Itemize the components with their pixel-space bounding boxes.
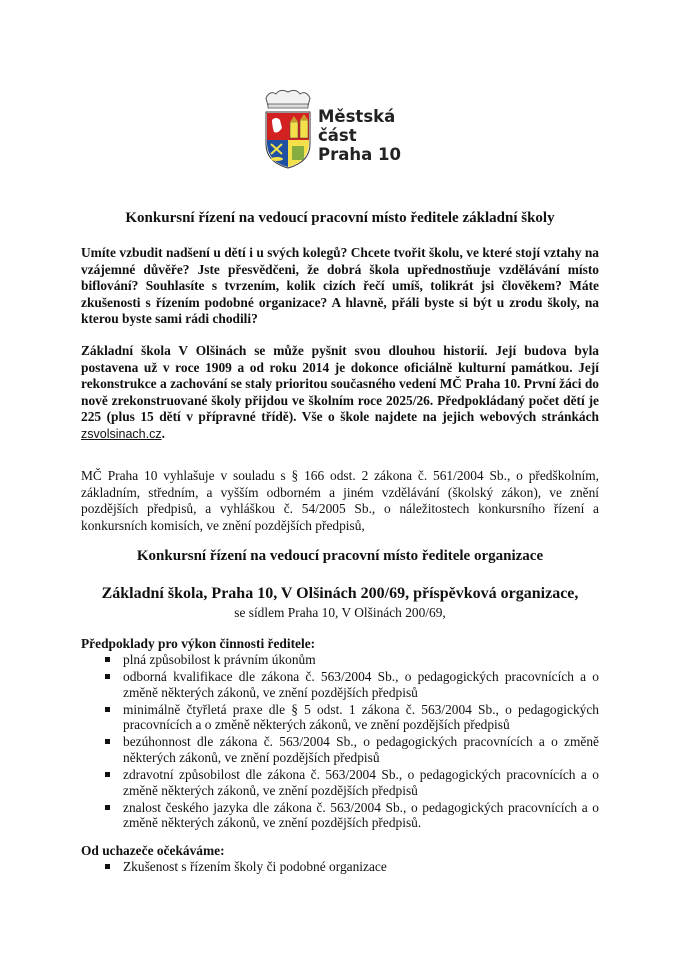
- intro-paragraph: Umíte vzbudit nadšení u dětí i u svých kolegů? Chcete tvořit školu, ve které stojí vztahy na vzájemné důvěře? Jste přesvědčeni, že dobrá škola upřednostňuje vzdělávání místo biflování? Souhlasíte s tvrzením, kolik cizích řečí umíš, tolikrát jsi člověkem? Máte zkušenosti s řízením podobné organizace? A hlavně, přáli byste si být u zrodu školy, na kterou byste sami rádi chodili?: [81, 245, 599, 326]
- legal-paragraph: MČ Praha 10 vyhlašuje v souladu s § 166 odst. 2 zákona č. 561/2004 Sb., o předškolním, základním, středním, a vyšším odborném a jiném vzdělávání (školský zákon), ve znění pozdějších předpisů, a vyhláškou č. 54/2005 Sb., o náležitostech konkursního řízení a konkursních komisích, ve znění pozdějších předpisů,: [81, 468, 599, 533]
- list-item-text: minimálně čtyřletá praxe dle § 5 odst. 1 zákona č. 563/2004 Sb., o pedagogických pracovnících a o změně některých zákonů, ve znění pozdějších předpisů: [123, 701, 599, 733]
- school-paragraph-tail: .: [161, 425, 165, 441]
- logo-line-3: Praha 10: [318, 145, 401, 164]
- bullet-icon: [105, 772, 110, 777]
- organization-name: Základní škola, Praha 10, V Olšinách 200/69, příspěvková organizace,: [101, 585, 579, 602]
- bullet-icon: [105, 739, 110, 744]
- section-title: Konkursní řízení na vedoucí pracovní místo ředitele organizace: [136, 548, 544, 564]
- list-item: [81, 669, 599, 700]
- bullet-icon: [105, 805, 110, 810]
- list-item: [81, 734, 599, 765]
- school-paragraph: [81, 343, 599, 442]
- logo-text: [318, 107, 401, 164]
- bullet-icon: [105, 657, 110, 662]
- list-item: [81, 859, 599, 875]
- school-paragraph-text: Základní škola V Olšinách se může pyšnit svou dlouhou historií. Její budova byla postavena už v roce 1909 a od roku 2014 je dokonce oficiálně kulturní památkou. Její rekonstrukce a zachování se staly prioritou současného vedení MČ Praha 10. První žáci do nově zrekonstruované školy přijdou ve školním roce 2025/26. Předpokládaný počet dětí je 225 (plus 15 dětí v přípravné třídě). Vše o škole najdete na jejich webových stránkách: [81, 343, 599, 424]
- list-item-text: bezúhonnost dle zákona č. 563/2004 Sb., o pedagogických pracovnících a o změně některých zákonů, ve znění pozdějších předpisů: [123, 734, 599, 766]
- list-item: [81, 800, 599, 831]
- coat-of-arms-icon: [260, 86, 316, 170]
- bullet-icon: [105, 864, 110, 869]
- list-item: [81, 652, 599, 668]
- list-item-text: plná způsobilost k právním úkonům: [123, 652, 316, 667]
- logo-line-2: část: [318, 126, 357, 145]
- requirements-list: [81, 652, 599, 833]
- list-item-text: Zkušenost s řízením školy či podobné organizace: [123, 859, 387, 874]
- list-item-text: zdravotní způsobilost dle zákona č. 563/2004 Sb., o pedagogických pracovnících a o změně některých zákonů, ve znění pozdějších předpisů: [123, 767, 599, 798]
- logo-line-1: Městská: [318, 107, 396, 126]
- list-item-text: znalost českého jazyka dle zákona č. 563/2004 Sb., o pedagogických pracovnících a o změně některých zákonů, ve znění pozdějších předpisů.: [123, 799, 599, 831]
- list-item: [81, 767, 599, 798]
- organization-seat: se sídlem Praha 10, V Olšinách 200/69,: [234, 605, 446, 620]
- bullet-icon: [105, 707, 110, 712]
- document-title: Konkursní řízení na vedoucí pracovní místo ředitele základní školy: [125, 210, 555, 226]
- list-item: [81, 702, 599, 733]
- district-logo: [260, 86, 420, 170]
- school-website-link[interactable]: zsvolsinach.cz: [81, 426, 162, 441]
- expectations-list: [81, 859, 599, 876]
- requirements-heading: Předpoklady pro výkon činnosti ředitele:: [81, 636, 316, 651]
- bullet-icon: [105, 674, 110, 679]
- expectations-heading: Od uchazeče očekáváme:: [81, 843, 225, 858]
- list-item-text: odborná kvalifikace dle zákona č. 563/2004 Sb., o pedagogických pracovnících a o změně některých zákonů, ve znění pozdějších předpisů: [123, 669, 599, 700]
